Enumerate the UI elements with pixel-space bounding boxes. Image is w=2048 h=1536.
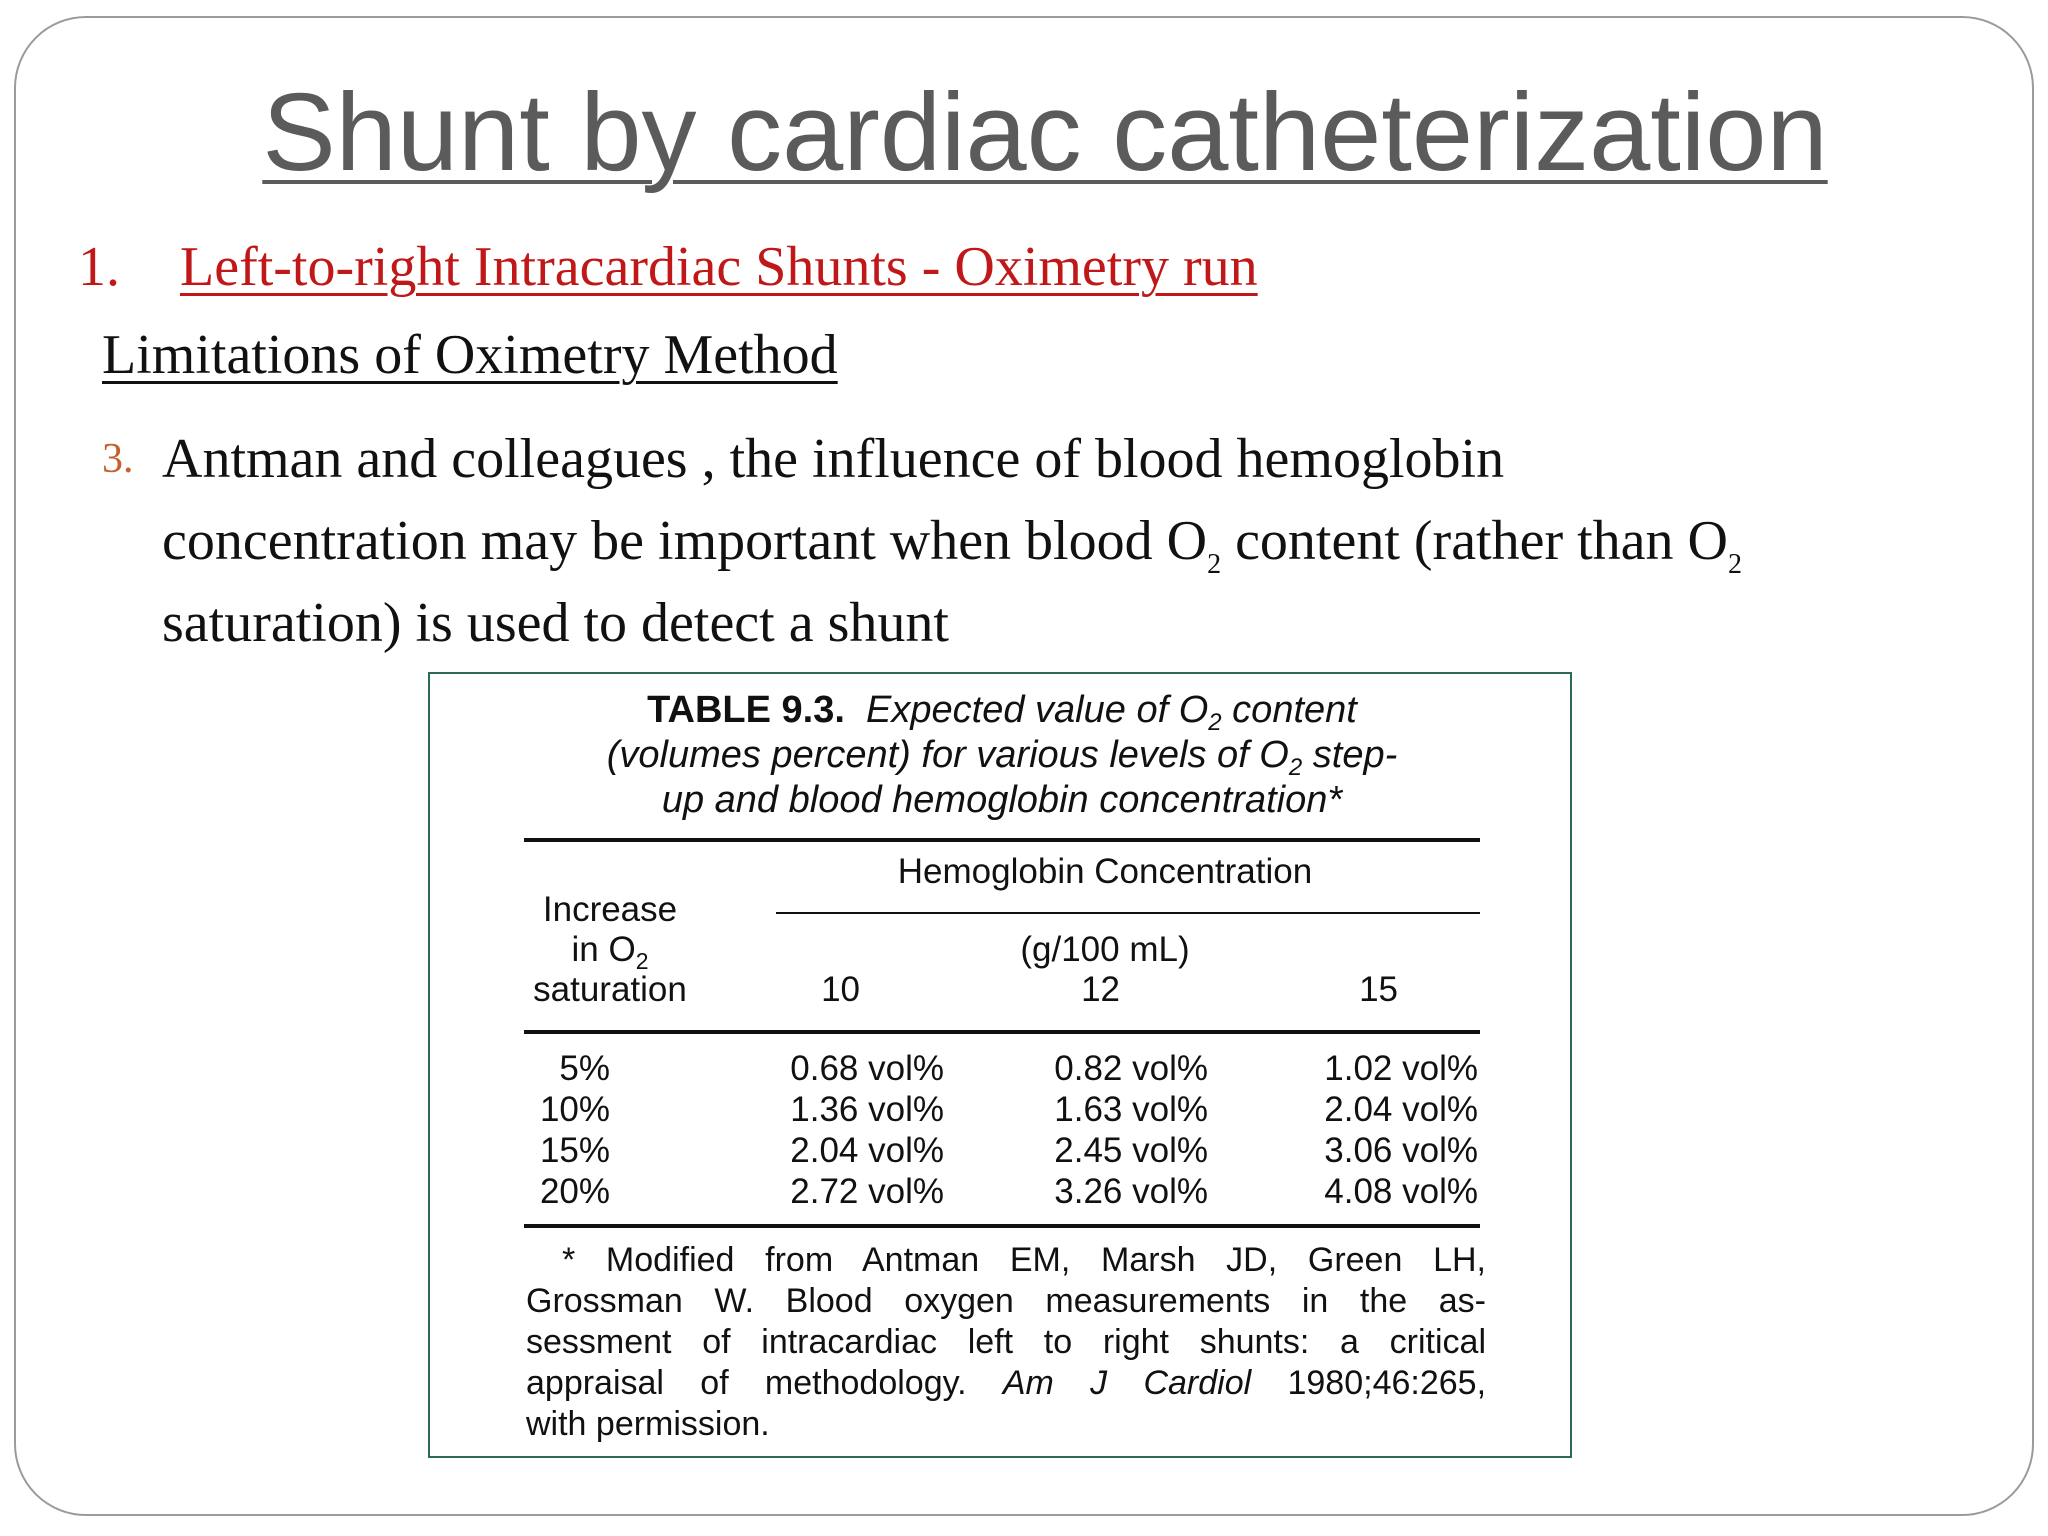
header-group-unit: (g/100 mL)	[1020, 930, 1190, 969]
row-value: 0.68 vol%	[790, 1049, 944, 1088]
section-number: 1.	[78, 236, 120, 298]
table-figure	[428, 672, 1572, 1458]
section-heading	[78, 232, 1258, 302]
table-header-rule	[524, 1030, 1480, 1034]
header-group-label: Hemoglobin Concentration	[897, 852, 1313, 891]
table-caption: TABLE 9.3. Expected value of $O_2$ content (volumes percent) for various levels of $O_2$ step- up and blood hemoglobin concentration*	[606, 689, 1398, 821]
header-col-10: 10	[821, 970, 860, 1009]
header-col-12: 12	[1081, 970, 1120, 1009]
table-top-rule	[524, 838, 1480, 842]
slide-title: Shunt by cardiac catheterization	[262, 71, 1828, 194]
point-line-3: saturation) is used to detect a shunt	[162, 592, 949, 654]
row-value: 2.04 vol%	[1324, 1090, 1478, 1129]
table-bottom-rule	[524, 1224, 1480, 1228]
row-increase: 10%	[539, 1090, 610, 1129]
row-value: 2.72 vol%	[790, 1172, 944, 1211]
section-link-text: Left-to-right Intracardiac Shunts - Oximetry run	[180, 236, 1258, 298]
row-value: 1.02 vol%	[1324, 1049, 1478, 1088]
row-value: 2.04 vol%	[790, 1131, 944, 1170]
header-col-15: 15	[1359, 970, 1398, 1009]
row-value: 3.26 vol%	[1054, 1172, 1208, 1211]
row-increase: 15%	[539, 1131, 610, 1170]
table-label: TABLE 9.3.	[647, 689, 845, 731]
row-value: 3.06 vol%	[1324, 1131, 1478, 1170]
bullet-number: 3.	[102, 436, 134, 482]
header-group-rule	[776, 912, 1480, 914]
row-value: 1.36 vol%	[790, 1090, 944, 1129]
point-line-1: Antman and colleagues , the influence of blood hemoglobin	[162, 428, 1505, 490]
subheading: Limitations of Oximetry Method	[102, 324, 838, 386]
row-increase: 5%	[559, 1049, 610, 1088]
point-line-2: concentration may be important when blood $O_2$ content (rather than $O_2$	[162, 510, 1742, 580]
row-value: 4.08 vol%	[1324, 1172, 1478, 1211]
header-increase-label: Increase in $O_2$ saturation	[533, 890, 687, 1009]
row-increase: 20%	[539, 1172, 610, 1211]
table-footnote: * Modified from Antman EM, Marsh JD, Green LH, Grossman W. Blood oxygen measurements in the as- sessment of intracardiac left to right shunts: a critical appraisal of methodology. Am J Cardiol 1980;46:265, with permission.	[526, 1241, 1487, 1443]
row-value: 1.63 vol%	[1054, 1090, 1208, 1129]
row-value: 2.45 vol%	[1054, 1131, 1208, 1170]
row-value: 0.82 vol%	[1054, 1049, 1208, 1088]
